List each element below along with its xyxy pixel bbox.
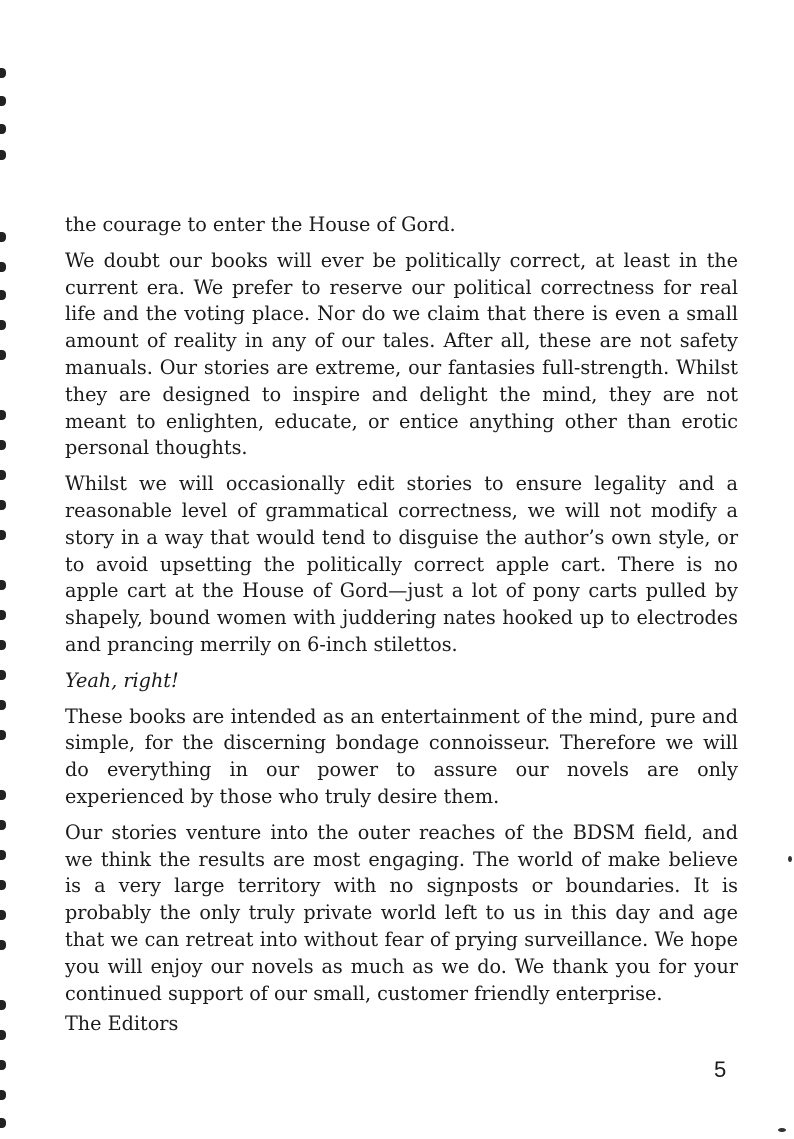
- scan-speck: [788, 856, 792, 862]
- paragraph-1: the courage to enter the House of Gord.: [65, 213, 456, 236]
- paragraph-6: Our stories venture into the outer reaches of the BDSM field, and we think the results are most engaging. The world of make believe is a very large territory with no signposts or boundaries. It is probably the only truly private world left to us in this day and age that we can retreat into without fear of prying surveillance. We hope you will enjoy our novels as much as we do. We thank you for your continued support of our small, customer friendly enterprise.: [65, 820, 738, 1005]
- paragraph-4-italic: Yeah, right!: [65, 668, 179, 692]
- scan-speck: [778, 1128, 786, 1132]
- spiral-binding-marks: [0, 0, 14, 1139]
- paragraph-3: Whilst we will occasionally edit stories to ensure legality and a reasonable level of grammatical correctness, we will not modify a story in a way that would tend to disguise the author’s own style, or to avoid upsetting the politically correct apple cart. There is no apple cart at the House of Gord—just a lot of pony carts pulled by shapely, bound women with juddering nates hooked up to electrodes and prancing merrily on 6-inch stilettos.: [65, 472, 738, 656]
- signoff: The Editors: [65, 1012, 179, 1035]
- page-number: 5: [714, 1057, 727, 1082]
- body-text: [65, 212, 738, 1016]
- paragraph-2: We doubt our books will ever be politically correct, at least in the current era. We prefer to reserve our political correctness for real life and the voting place. Nor do we claim that there is even a small amount of reality in any of our tales. After all, these are not safety manuals. Our stories are extreme, our fantasies full-strength. Whilst they are designed to inspire and delight the mind, they are not meant to enlighten, educate, or entice anything other than erotic personal thoughts.: [65, 248, 738, 460]
- paragraph-5: These books are intended as an entertainment of the mind, pure and simple, for the discerning bondage connoisseur. Therefore we will do everything in our power to assure our novels are only experienced by those who truly desire them.: [65, 704, 738, 808]
